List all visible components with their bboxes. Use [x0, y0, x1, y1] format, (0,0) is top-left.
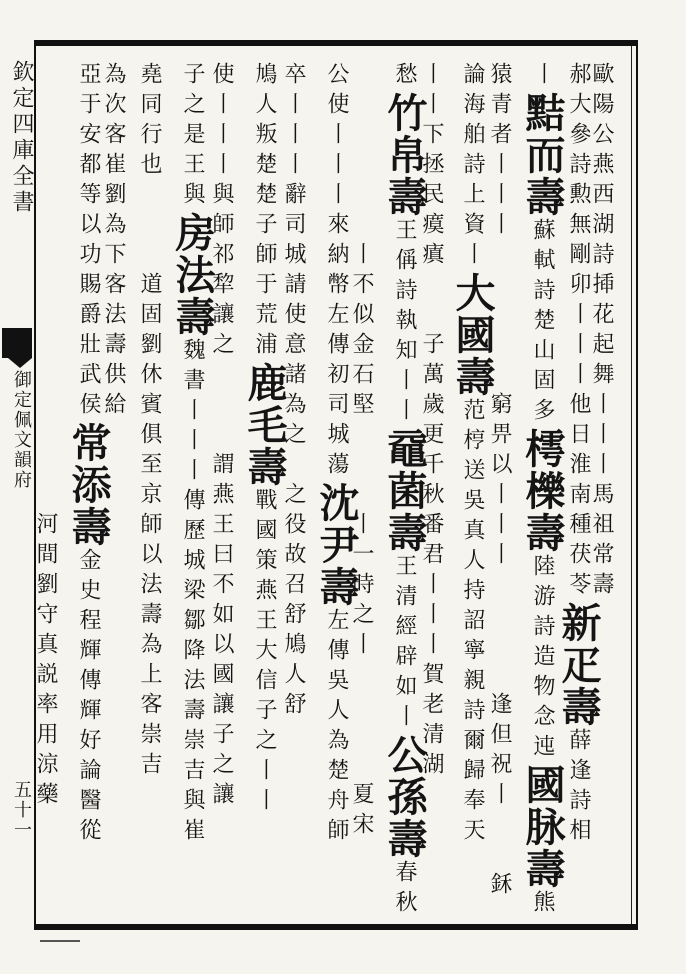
text-column [282, 62, 304, 924]
annotation-text: 愁 [392, 62, 417, 92]
annotation-text [209, 362, 234, 452]
annotation-text: 窮畀以丨丨丨 [487, 392, 512, 572]
text-column [381, 62, 428, 924]
annotation-text: 王偁詩執知丨丨 [392, 218, 417, 428]
headword: 國脉壽 [519, 764, 566, 890]
annotation-text: 丨 [530, 62, 555, 92]
annotation-text: 丨一時之丨 [349, 512, 374, 662]
annotation-text: 金史程輝傳輝好論醫從 [76, 548, 101, 848]
annotation-text: 鉌 [487, 872, 512, 902]
annotation-text: 熊 [530, 890, 555, 920]
headword: 竹帛壽 [381, 92, 428, 218]
text-column [34, 62, 56, 924]
text-frame [34, 40, 638, 930]
annotation-text: 逢但祝丨 [487, 692, 512, 812]
headword: 沈尹壽 [313, 482, 360, 608]
headword: 公孫壽 [381, 734, 428, 860]
annotation-text: 卒丨丨丨辭司城請使意諸為之 [281, 62, 306, 452]
annotation-text: 之役故召舒鳩人舒 [281, 482, 306, 722]
margin-title: 欽定四庫全書 [9, 60, 34, 216]
annotation-text: 郝大參詩勲無剛卯丨丨丨他日淮南種茯苓 [566, 62, 591, 602]
annotation-text: 河間劉守真説率用涼藥 [33, 512, 58, 812]
text-column [449, 62, 496, 924]
text-column [210, 62, 232, 924]
annotation-text: 范梈送吳真人持詔寧親詩爾歸奉天 [460, 398, 485, 848]
annotation-text: 謂燕王曰不如以國讓子之讓 [209, 452, 234, 812]
headword: 黠而壽 [519, 92, 566, 218]
text-column [519, 62, 566, 924]
bottom-mark [40, 940, 80, 942]
annotation-text: 公使丨丨丨來納幣左傳初司城蕩 [324, 62, 349, 482]
annotation-text [33, 62, 58, 452]
annotation-text: 子之是王與 [180, 62, 205, 212]
annotation-text [33, 452, 58, 512]
headword: 房法壽 [169, 212, 216, 338]
text-column [241, 62, 288, 924]
headword: 鹿毛壽 [241, 362, 288, 488]
text-column [138, 62, 160, 924]
annotation-text: 戰國策燕王大信子之丨丨 [252, 488, 277, 818]
annotation-text: 鳩人叛楚楚子師于荒浦 [252, 62, 277, 362]
annotation-text: 子萬歲更千秋番君丨丨丨賀老清湖 [419, 332, 444, 782]
margin-page-number: 五十一 [11, 780, 32, 840]
annotation-text: 亞于安都等以功賜爵壯武侯 [76, 62, 101, 422]
margin-book-name: 御定佩文韻府 [11, 370, 32, 490]
annotation-text: 左傳吳人為楚舟師 [324, 608, 349, 848]
annotation-text [137, 182, 162, 272]
annotation-text: 使丨丨丨與師祁犂讓之 [209, 62, 234, 362]
annotation-text: 猿青者丨丨丨 [487, 62, 512, 242]
text-column [65, 62, 112, 924]
annotation-text: 堯同行也 [137, 62, 162, 182]
page-margin-strip [2, 40, 32, 930]
annotation-text: 蘇軾詩楚山固多 [530, 218, 555, 428]
headword: 黿菌壽 [381, 428, 428, 554]
annotation-text: 魏書丨丨丨傳歷城梁鄒降法壽崇吉與崔 [180, 338, 205, 848]
annotation-text: 春秋 [392, 860, 417, 920]
headword: 常添壽 [65, 422, 112, 548]
text-column [169, 62, 216, 924]
headword: 新疋壽 [555, 602, 602, 728]
annotation-text: 論海舶詩上資丨 [460, 62, 485, 272]
fish-tail-mark-icon [2, 328, 32, 358]
headword: 大國壽 [449, 272, 496, 398]
annotation-text: 丨丨下拯民瘼瘨 [419, 62, 444, 272]
text-column [313, 62, 360, 924]
annotation-text: 陸游詩造物念迍 [530, 554, 555, 764]
annotation-text: 丨不似金石堅 [349, 242, 374, 422]
annotation-text: 道固劉休賓俱至京師以法壽為上客崇吉 [137, 272, 162, 782]
annotation-text: 夏宋 [349, 782, 374, 842]
headword: 樗櫟壽 [519, 428, 566, 554]
annotation-text: 薛逢詩相 [566, 728, 591, 848]
annotation-text: 王清經辟如丨 [392, 554, 417, 734]
annotation-text: 為次客崔劉為下客法壽供給 [101, 62, 126, 422]
annotation-text: 歐陽公燕西湖詩揷花起舞丨丨丨馬祖常壽 [589, 62, 614, 602]
